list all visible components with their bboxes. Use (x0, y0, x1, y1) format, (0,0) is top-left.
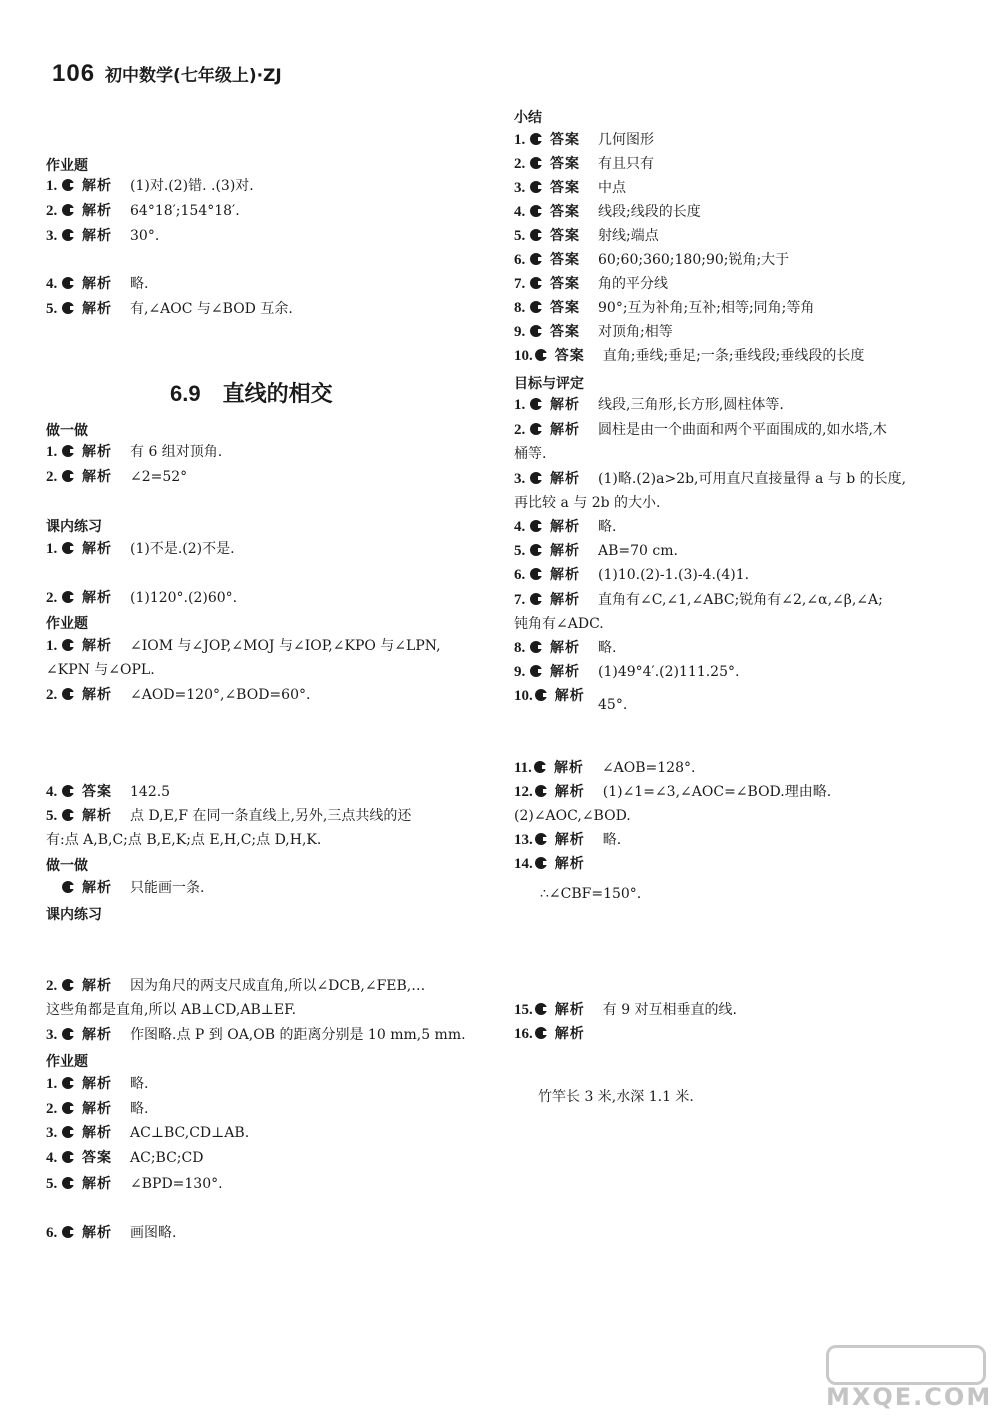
answer-row (514, 660, 739, 684)
item-number: 3. (46, 228, 58, 244)
answer-row (46, 1072, 148, 1096)
item-number: 1. (514, 397, 526, 413)
answer-row (46, 876, 204, 900)
answer-row (46, 804, 411, 828)
answer-row (514, 684, 603, 708)
item-tag: 解析 (82, 203, 112, 219)
item-continuation: 45°. (598, 697, 628, 713)
item-text: ∠BPD=130°. (130, 1176, 223, 1192)
item-text: 几何图形 (598, 132, 654, 148)
bullet-icon (62, 1102, 74, 1114)
item-number: 1. (46, 178, 58, 194)
item-tag: 解析 (82, 1125, 112, 1141)
item-text: AC;BC;CD (130, 1150, 204, 1166)
item-tag: 解析 (82, 638, 112, 654)
item-tag: 解析 (82, 444, 112, 460)
item-number: 6. (514, 567, 526, 583)
answer-row (514, 563, 749, 587)
item-number: 2. (46, 978, 58, 994)
item-continuation: 桶等. (514, 446, 547, 462)
bullet-icon (534, 761, 546, 773)
item-number: 16. (514, 1026, 533, 1042)
item-number: 5. (46, 1176, 58, 1192)
item-number: 2. (514, 156, 526, 172)
answer-row (514, 539, 678, 563)
item-continuation: 竹竿长 3 米,水深 1.1 米. (538, 1089, 694, 1105)
item-text: (1)10.(2)-1.(3)-4.(4)1. (598, 567, 750, 583)
bullet-icon (530, 398, 542, 410)
item-tag: 解析 (82, 469, 112, 485)
bullet-icon (530, 133, 542, 145)
item-text: 略. (130, 276, 149, 292)
item-continuation: 钝角有∠ADC. (514, 616, 604, 632)
item-tag: 解析 (550, 664, 580, 680)
answer-row (514, 272, 668, 296)
bullet-icon (62, 277, 74, 289)
answer-row (514, 467, 906, 491)
item-text: (1)49°4′.(2)111.25°. (598, 664, 740, 680)
item-text: ∠IOM 与∠JOP,∠MOJ 与∠IOP,∠KPO 与∠LPN, (130, 638, 441, 654)
answer-row (46, 199, 240, 223)
answer-row (514, 588, 883, 612)
item-text: 射线;端点 (598, 228, 659, 244)
bullet-icon (530, 229, 542, 241)
item-number: 1. (46, 541, 58, 557)
item-tag: 解析 (82, 1176, 112, 1192)
bullet-icon (535, 1003, 547, 1015)
item-text: (1)对.(2)错. .(3)对. (130, 178, 254, 194)
bullet-icon (530, 593, 542, 605)
section-number: 6.9 (170, 381, 201, 406)
item-number: 15. (514, 1002, 533, 1018)
item-text: (1)∠1=∠3,∠AOC=∠BOD.理由略. (602, 784, 832, 800)
bullet-icon (530, 472, 542, 484)
bullet-icon (62, 809, 74, 821)
bullet-icon (530, 423, 542, 435)
item-tag: 解析 (82, 1101, 112, 1117)
item-tag: 答案 (554, 348, 585, 364)
bullet-icon (535, 785, 547, 797)
item-tag: 解析 (550, 543, 580, 559)
heading-homework-1: 作业题 (46, 158, 88, 174)
item-number: 12. (514, 784, 533, 800)
bullet-icon (535, 833, 547, 845)
item-tag: 解析 (550, 567, 580, 583)
bullet-icon (62, 1226, 74, 1238)
item-number: 5. (46, 301, 58, 317)
item-number: 10. (514, 688, 533, 704)
item-tag: 解析 (82, 978, 112, 994)
item-text: 略. (130, 1101, 149, 1117)
bullet-icon (62, 470, 74, 482)
heading-summary: 小结 (514, 110, 542, 126)
answer-row (46, 465, 187, 489)
item-tag: 解析 (550, 422, 580, 438)
item-number: 9. (514, 664, 526, 680)
answer-row (514, 200, 701, 224)
item-number: 4. (514, 519, 526, 535)
bullet-icon (535, 349, 547, 361)
item-continuation: 这些角都是直角,所以 AB⊥CD,AB⊥EF. (46, 1002, 297, 1018)
heading-zuoyizuo-2: 做一做 (46, 858, 88, 874)
item-continuation: 有:点 A,B,C;点 B,E,K;点 E,H,C;点 D,H,K. (46, 832, 322, 848)
item-tag: 解析 (82, 276, 112, 292)
item-number: 10. (514, 348, 533, 364)
bullet-icon (530, 325, 542, 337)
item-text: 画图略. (130, 1225, 177, 1241)
item-text: 点 D,E,F 在同一条直线上,另外,三点共线的还 (130, 808, 412, 824)
item-text: 作图略.点 P 到 OA,OB 的距离分别是 10 mm,5 mm. (130, 1027, 466, 1043)
item-number: 2. (514, 422, 526, 438)
item-number: 7. (514, 592, 526, 608)
item-continuation: ∠KPN 与∠OPL. (46, 662, 155, 678)
item-text: 因为角尺的两支尺成直角,所以∠DCB,∠FEB,… (130, 978, 426, 994)
bullet-icon (62, 1126, 74, 1138)
bullet-icon (535, 1027, 547, 1039)
item-tag: 答案 (550, 324, 580, 340)
item-text: 对顶角;相等 (598, 324, 673, 340)
item-text: 142.5 (130, 784, 171, 800)
bullet-icon (530, 641, 542, 653)
item-text: 圆柱是由一个曲面和两个平面围成的,如水塔,木 (598, 422, 887, 438)
answer-row (514, 176, 626, 200)
item-tag: 解析 (82, 590, 112, 606)
item-number: 2. (46, 203, 58, 219)
answer-row (46, 1146, 203, 1170)
answer-row (46, 537, 235, 561)
item-number: 7. (514, 276, 526, 292)
bullet-icon (62, 204, 74, 216)
item-number: 1. (514, 132, 526, 148)
answer-row (46, 1097, 148, 1121)
answer-row (46, 440, 222, 464)
item-number: 1. (46, 1076, 58, 1092)
item-number: 5. (514, 228, 526, 244)
item-text: 略. (130, 1076, 149, 1092)
item-number: 13. (514, 832, 533, 848)
item-text: 60;60;360;180;90;锐角;大于 (598, 252, 790, 268)
bullet-icon (530, 301, 542, 313)
item-text: 直角;垂线;垂足;一条;垂线段;垂线段的长度 (602, 348, 865, 364)
page-number: 106 (52, 60, 96, 87)
item-number: 4. (46, 1150, 58, 1166)
item-text: ∠2=52° (130, 469, 188, 485)
watermark-logo (826, 1345, 993, 1411)
answer-row (46, 1121, 249, 1145)
bullet-icon (530, 665, 542, 677)
item-text: 30°. (130, 228, 160, 244)
bullet-icon (530, 520, 542, 532)
watermark-frame (826, 1345, 986, 1385)
answer-row (514, 1022, 603, 1046)
answer-row (46, 174, 254, 198)
item-tag: 解析 (82, 228, 112, 244)
bullet-icon (62, 639, 74, 651)
item-tag: 答案 (550, 156, 580, 172)
answer-row (514, 248, 789, 272)
item-tag: 答案 (550, 300, 580, 316)
answer-row (46, 1023, 466, 1047)
bullet-icon (530, 181, 542, 193)
item-tag: 解析 (554, 688, 585, 704)
book-title: 初中数学(七年级上)·ZJ (105, 66, 282, 86)
section-name: 直线的相交 (222, 382, 333, 407)
item-number: 2. (46, 1101, 58, 1117)
item-text: 略. (598, 640, 617, 656)
bullet-icon (62, 688, 74, 700)
item-tag: 解析 (550, 397, 580, 413)
item-text: 中点 (598, 180, 626, 196)
bullet-icon (530, 205, 542, 217)
item-tag: 解析 (554, 1002, 585, 1018)
item-text: 有 6 组对顶角. (130, 444, 223, 460)
heading-zuoyizuo-1: 做一做 (46, 423, 88, 439)
item-tag: 解析 (550, 471, 580, 487)
answer-row (514, 828, 621, 852)
heading-kenei-1: 课内练习 (46, 519, 102, 535)
item-continuation: ∴∠CBF=150°. (540, 886, 642, 902)
bullet-icon (62, 1028, 74, 1040)
answer-row (514, 152, 654, 176)
item-text: 有,∠AOC 与∠BOD 互余. (130, 301, 293, 317)
answer-row (514, 852, 603, 876)
item-number: 8. (514, 300, 526, 316)
item-tag: 解析 (82, 541, 112, 557)
item-text: 有且只有 (598, 156, 654, 172)
answer-row (514, 515, 616, 539)
bullet-icon (62, 881, 74, 893)
item-text: 略. (598, 519, 617, 535)
item-tag: 解析 (82, 178, 112, 194)
answer-row (514, 636, 616, 660)
item-tag: 解析 (550, 592, 580, 608)
answer-row (514, 128, 654, 152)
item-text: 线段;线段的长度 (598, 204, 701, 220)
heading-homework-3: 作业题 (46, 1054, 88, 1070)
bullet-icon (62, 979, 74, 991)
item-tag: 解析 (554, 832, 585, 848)
item-number: 5. (514, 543, 526, 559)
item-number: 3. (46, 1125, 58, 1141)
bullet-icon (535, 857, 547, 869)
page-header (52, 60, 282, 94)
item-tag: 答案 (550, 228, 580, 244)
answer-row (46, 634, 441, 658)
item-number: 1. (46, 444, 58, 460)
item-text: ∠AOB=128°. (601, 760, 696, 776)
item-number: 3. (514, 180, 526, 196)
answer-row (46, 586, 237, 610)
answer-row (46, 780, 170, 804)
item-tag: 解析 (82, 1027, 112, 1043)
item-tag: 解析 (82, 687, 112, 703)
item-tag: 答案 (550, 252, 580, 268)
answer-row (46, 1172, 223, 1196)
item-tag: 解析 (82, 880, 112, 896)
item-number: 4. (514, 204, 526, 220)
answer-row (514, 344, 864, 368)
item-tag: 解析 (553, 760, 584, 776)
item-tag: 解析 (550, 640, 580, 656)
item-text: 只能画一条. (130, 880, 205, 896)
bullet-icon (530, 277, 542, 289)
item-text: (1)不是.(2)不是. (130, 541, 235, 557)
item-text: 直角有∠C,∠1,∠ABC;锐角有∠2,∠α,∠β,∠A; (598, 592, 883, 608)
item-tag: 答案 (550, 132, 580, 148)
bullet-icon (62, 1151, 74, 1163)
item-text: 线段,三角形,长方形,圆柱体等. (598, 397, 784, 413)
item-number: 4. (46, 276, 58, 292)
item-text: 略. (602, 832, 622, 848)
answer-row (514, 780, 831, 804)
answer-row (46, 272, 148, 296)
bullet-icon (535, 689, 547, 701)
item-number: 3. (46, 1027, 58, 1043)
heading-kenei-2: 课内练习 (46, 907, 102, 923)
item-number: 3. (514, 471, 526, 487)
bullet-icon (62, 302, 74, 314)
item-number: 11. (514, 760, 532, 776)
item-number: 2. (46, 469, 58, 485)
bullet-icon (530, 568, 542, 580)
item-tag: 解析 (550, 519, 580, 535)
bullet-icon (530, 544, 542, 556)
heading-evaluation: 目标与评定 (514, 376, 584, 392)
answer-row (46, 297, 293, 321)
bullet-icon (62, 591, 74, 603)
heading-homework-2: 作业题 (46, 616, 88, 632)
item-number: 9. (514, 324, 526, 340)
item-tag: 解析 (82, 301, 112, 317)
item-number: 2. (46, 687, 58, 703)
answer-row (514, 224, 659, 248)
item-tag: 答案 (550, 180, 580, 196)
item-continuation: 再比较 a 与 2b 的大小. (514, 495, 661, 511)
item-tag: 解析 (554, 784, 585, 800)
section-title (170, 377, 333, 408)
item-text: (1)略.(2)a>2b,可用直尺直接量得 a 与 b 的长度, (598, 471, 907, 487)
item-continuation: (2)∠AOC,∠BOD. (514, 808, 631, 824)
bullet-icon (62, 445, 74, 457)
bullet-icon (62, 179, 74, 191)
item-text: (1)120°.(2)60°. (130, 590, 238, 606)
bullet-icon (62, 785, 74, 797)
bullet-icon (530, 157, 542, 169)
item-number: 5. (46, 808, 58, 824)
item-text: AC⊥BC,CD⊥AB. (130, 1125, 250, 1141)
item-number: 2. (46, 590, 58, 606)
bullet-icon (62, 1077, 74, 1089)
item-text: ∠AOD=120°,∠BOD=60°. (130, 687, 311, 703)
watermark-text: MXQE.COM (826, 1383, 993, 1411)
item-number: 6. (514, 252, 526, 268)
answer-row (514, 418, 887, 442)
item-tag: 答案 (82, 784, 112, 800)
item-text: 90°;互为补角;互补;相等;同角;等角 (598, 300, 815, 316)
item-tag: 解析 (82, 1076, 112, 1092)
item-tag: 解析 (554, 1026, 585, 1042)
answer-row (46, 974, 425, 998)
item-tag: 答案 (82, 1150, 112, 1166)
answer-row (46, 224, 159, 248)
answer-row (46, 683, 310, 707)
bullet-icon (62, 229, 74, 241)
item-number: 4. (46, 784, 58, 800)
item-tag: 解析 (82, 808, 112, 824)
answer-row (514, 320, 673, 344)
answer-row (46, 1221, 176, 1245)
answer-row (514, 296, 814, 320)
item-tag: 答案 (550, 276, 580, 292)
bullet-icon (530, 253, 542, 265)
item-text: 64°18′;154°18′. (130, 203, 240, 219)
bullet-icon (62, 542, 74, 554)
item-tag: 解析 (554, 856, 585, 872)
item-number: 6. (46, 1225, 58, 1241)
item-tag: 解析 (82, 1225, 112, 1241)
item-text: AB=70 cm. (598, 543, 678, 559)
item-number: 1. (46, 638, 58, 654)
answer-row (514, 756, 695, 780)
item-tag: 答案 (550, 204, 580, 220)
item-text: 有 9 对互相垂直的线. (602, 1002, 738, 1018)
item-number: 14. (514, 856, 533, 872)
bullet-icon (62, 1177, 74, 1189)
answer-row (514, 998, 737, 1022)
item-text: 角的平分线 (598, 276, 668, 292)
answer-row (514, 393, 784, 417)
item-number: 8. (514, 640, 526, 656)
